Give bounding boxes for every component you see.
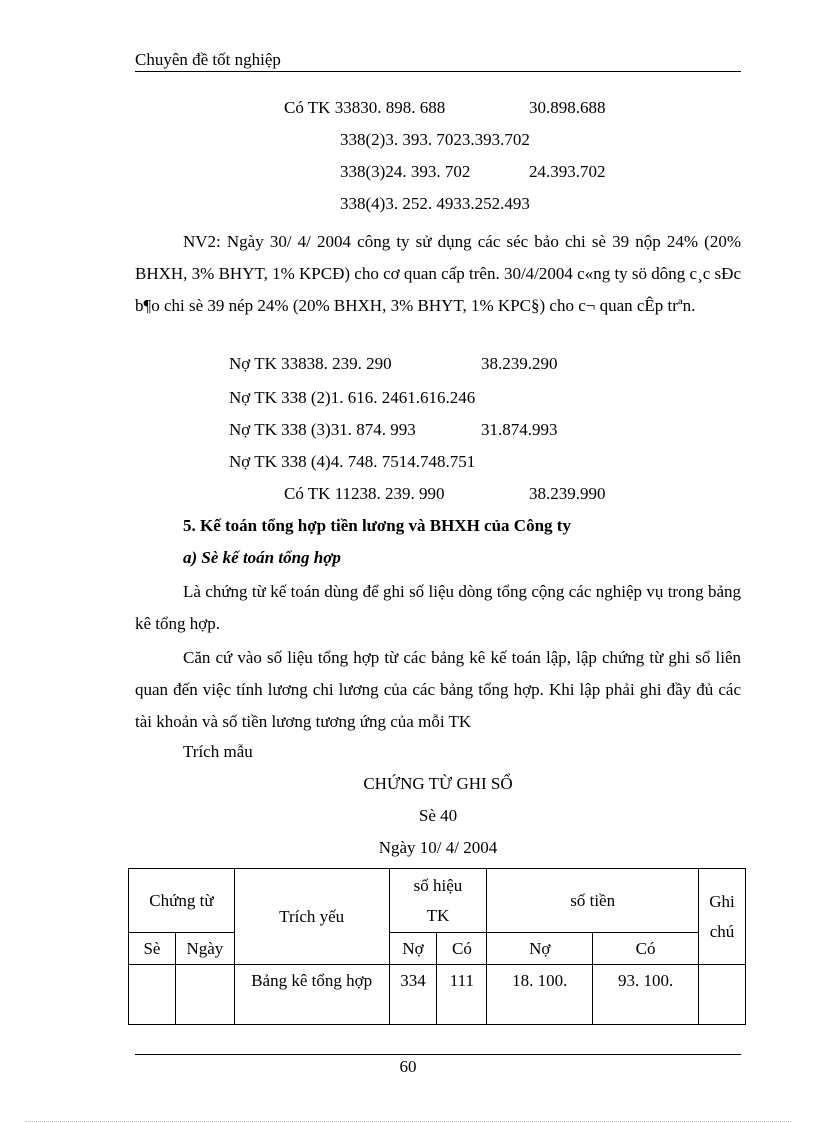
entry-line [340, 194, 530, 214]
table-row [129, 965, 746, 1025]
entry-line: Nợ TK 338 (3)31. 874. 993 [229, 420, 416, 439]
section-heading: 5. Kế toán tổng hợp tiền lương và BHXH của Công ty [183, 516, 571, 535]
entry-amount: 4.748.751 [407, 452, 476, 471]
sample-label: Trích mẫu [183, 742, 253, 761]
header-so-hieu: số hiệu TK [389, 869, 487, 933]
entry-amount: 1.616.246 [407, 388, 476, 407]
entry-amount: 31.874.993 [481, 420, 558, 439]
section-subheading: a) Sè kế toán tổng hợp [183, 548, 341, 567]
header-tien-co: Có [593, 933, 699, 965]
entry-line: 338(3)24. 393. 702 [340, 162, 471, 181]
header-so: Sè [129, 933, 176, 965]
body-paragraph: Là chứng từ kế toán dùng để ghi số liệu dòng tổng cộng các nghiệp vụ trong bảng kê tổng hợp. [135, 582, 741, 633]
entry-text: Nợ TK 338 (2)1. 616. 246 [229, 388, 408, 407]
ledger-table [128, 868, 746, 1025]
header-ghi-chu: Ghi chú [698, 869, 745, 965]
footer-rule [135, 1054, 741, 1055]
cell-tien-no: 18. 100. [487, 965, 593, 1025]
header-chung-tu: Chứng từ [129, 869, 235, 933]
entry-amount: 38.239.990 [529, 484, 606, 503]
cell-ghi-chu [698, 965, 745, 1025]
entry-line [340, 130, 530, 150]
voucher-title: CHỨNG TỪ GHI SỔ [363, 774, 513, 793]
entry-text: Nợ TK 338 (4)4. 748. 751 [229, 452, 408, 471]
cell-tk-co: 111 [437, 965, 487, 1025]
header-ngay: Ngày [175, 933, 234, 965]
entry-line: Có TK 33830. 898. 688 [284, 98, 446, 117]
entry-amount: 30.898.688 [529, 98, 606, 117]
body-paragraph: Căn cứ vào số liệu tổng hợp từ các bảng kê kế toán lập, lập chứng từ ghi sổ liên quan đến việc tính lương chi lương của các bảng tổng hợp. Khi lập phải ghi đầy đủ các tài khoản và số tiền lương tương ứng của mỗi TK [135, 648, 741, 731]
header-rule [135, 71, 741, 72]
nv2-paragraph: NV2: Ngày 30/ 4/ 2004 công ty sử dụng các séc bảo chi sè 39 nộp 24% (20% BHXH, 3% BHYT, 1% KPCĐ) cho cơ quan cấp trên. 30/4/2004 c«ng ty sö dông c¸c sÐc b¶o chi sè 39 nép 24% (20% BHXH, 3% BHYT, 1% KPC§) cho c¬ quan cÊp trªn. [135, 232, 741, 315]
entry-text: 338(4)3. 252. 493 [340, 194, 462, 213]
entry-amount: 24.393.702 [529, 162, 606, 181]
voucher-date: Ngày 10/ 4/ 2004 [378, 838, 498, 857]
table-header-row [129, 869, 746, 933]
page-number: 60 [399, 1057, 417, 1076]
cell-trich-yeu: Bảng kê tổng hợp [234, 965, 389, 1025]
entry-line [229, 452, 475, 472]
entry-amount: 3.393.702 [461, 130, 530, 149]
header-so-tien: số tiền [487, 869, 699, 933]
running-header: Chuyên đề tốt nghiệp [135, 50, 281, 69]
cell-so [129, 965, 176, 1025]
cell-tk-no: 334 [389, 965, 437, 1025]
cell-ngay [175, 965, 234, 1025]
entry-text: 338(2)3. 393. 702 [340, 130, 462, 149]
entry-line [229, 388, 475, 408]
entry-line: Nợ TK 33838. 239. 290 [229, 354, 392, 373]
header-tk-no: Nợ [389, 933, 437, 965]
entry-amount: 3.252.493 [461, 194, 530, 213]
header-tk-co: Có [437, 933, 487, 965]
page-break-line [25, 1121, 791, 1122]
table-subheader-row [129, 933, 746, 965]
header-trich-yeu: Trích yếu [234, 869, 389, 965]
entry-line: Có TK 11238. 239. 990 [284, 484, 445, 503]
voucher-number: Sè 40 [418, 806, 458, 825]
cell-tien-co: 93. 100. [593, 965, 699, 1025]
header-tien-no: Nợ [487, 933, 593, 965]
entry-amount: 38.239.290 [481, 354, 558, 373]
